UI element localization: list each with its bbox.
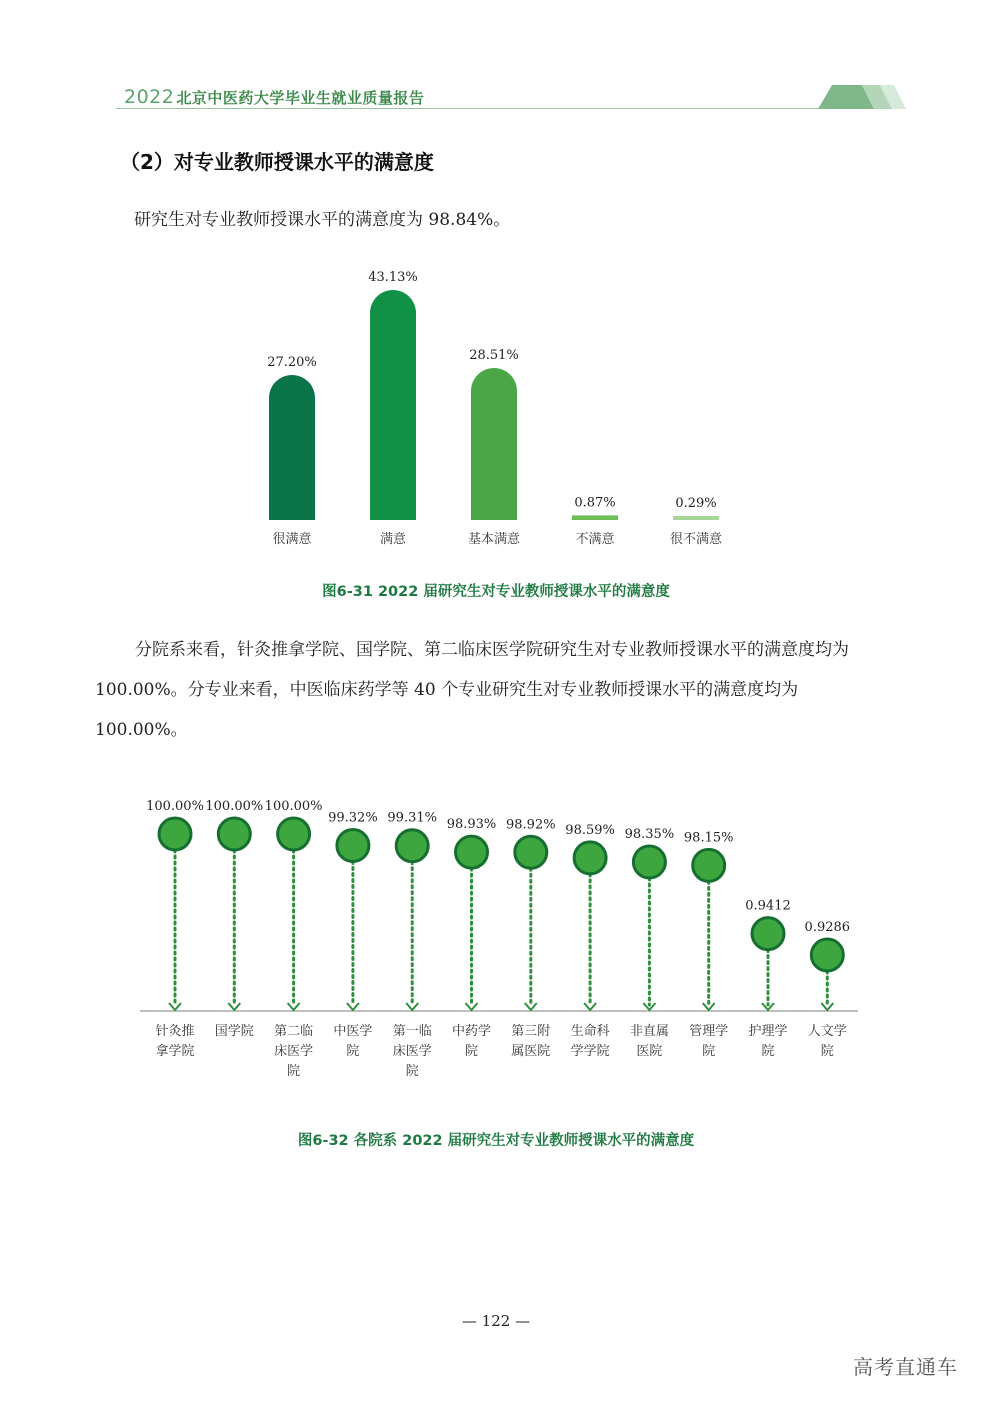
marker-value-label: 98.35% — [624, 826, 675, 842]
arrow-head — [169, 1003, 181, 1010]
arrow-head — [288, 1003, 300, 1010]
department-label-line: 院 — [761, 1044, 775, 1059]
department-label-line: 中药学 — [451, 1024, 492, 1039]
department-label-line: 属医院 — [511, 1044, 551, 1059]
arrow-head — [525, 1003, 537, 1010]
marker-circle — [337, 830, 369, 862]
marker-circle — [752, 918, 784, 950]
department-label — [689, 1024, 728, 1059]
department-label-line: 拿学院 — [155, 1044, 195, 1059]
department-label-line: 院 — [287, 1064, 301, 1079]
bar-value-label: 43.13% — [368, 270, 418, 285]
department-label — [452, 1023, 491, 1059]
report-header-title — [124, 86, 424, 108]
bar-value-label: 28.51% — [469, 347, 519, 363]
marker-value-label: 98.15% — [683, 830, 734, 846]
marker-circle — [633, 846, 665, 878]
department-label-line: 管理学 — [689, 1024, 729, 1039]
department-label-line: 院 — [405, 1064, 419, 1079]
figure-caption-6-32: 图6-32 各院系 2022 届研究生对专业教师授课水平的满意度 — [297, 1133, 695, 1149]
marker-circle — [278, 818, 310, 850]
marker-value-label: 99.31% — [387, 810, 437, 826]
department-label-line: 第二临 — [274, 1024, 314, 1039]
department-label-line: 第三附 — [511, 1024, 551, 1039]
bar-value-label: 0.29% — [675, 496, 717, 511]
bar-1 — [269, 375, 315, 520]
marker-value-label: 0.9286 — [804, 920, 851, 935]
department-label-line: 医院 — [636, 1044, 663, 1059]
department-label-line: 国学院 — [214, 1024, 254, 1039]
header-rule — [116, 108, 906, 109]
department-label — [155, 1023, 194, 1059]
department-label-line: 人文学 — [807, 1024, 847, 1039]
department-label-line: 中医学 — [333, 1024, 373, 1039]
report-year: 2022 — [124, 86, 175, 108]
marker-circle — [396, 830, 428, 862]
header-decoration — [818, 84, 910, 110]
arrow-head — [347, 1003, 359, 1010]
department-label-line: 院 — [702, 1044, 716, 1059]
arrow-head — [466, 1003, 478, 1010]
department-label — [748, 1023, 787, 1059]
marker-circle — [159, 818, 191, 850]
department-label-line: 床医学 — [392, 1044, 432, 1059]
intro-paragraph: 研究生对专业教师授课水平的满意度为 98.84%。 — [134, 210, 511, 230]
arrow-head — [228, 1003, 240, 1010]
section-title: （2）对专业教师授课水平的满意度 — [120, 150, 434, 174]
bar-value-label: 27.20% — [267, 354, 317, 370]
department-label — [393, 1023, 432, 1079]
department-label-line: 院 — [464, 1044, 479, 1059]
marker-circle — [515, 836, 547, 868]
bar-category-label: 很满意 — [272, 532, 312, 547]
satisfaction-bar-chart — [240, 270, 760, 560]
department-label-line: 学学院 — [570, 1044, 610, 1059]
marker-value-label: 98.93% — [446, 817, 497, 833]
marker-circle — [574, 842, 606, 874]
department-label-line: 护理学 — [748, 1024, 788, 1039]
department-label — [630, 1023, 669, 1059]
department-label — [511, 1024, 550, 1059]
bar-5 — [673, 516, 719, 520]
analysis-paragraph: 分院系来看，针灸推拿学院、国学院、第二临床医学院研究生对专业教师授课水平的满意度均为 100.00%。分专业来看，中医临床药学等 40 个专业研究生对专业教师授课水平的满意度均为 100.00%。 — [95, 640, 849, 740]
bar-category-label: 满意 — [379, 532, 407, 547]
arrow-head — [406, 1003, 418, 1010]
marker-value-label: 98.92% — [506, 817, 556, 833]
bar-2 — [370, 290, 416, 520]
department-label — [333, 1023, 372, 1059]
marker-value-label: 99.32% — [328, 810, 378, 826]
marker-value-label: 100.00% — [205, 799, 264, 814]
department-lollipop-chart — [130, 785, 870, 1090]
department-label-line: 生命科 — [570, 1024, 610, 1039]
department-label — [808, 1024, 847, 1059]
department-label-line: 非直属 — [629, 1024, 669, 1039]
marker-circle — [693, 849, 725, 881]
marker-circle — [218, 818, 250, 850]
department-label — [274, 1023, 313, 1079]
department-label-line: 床医学 — [274, 1044, 314, 1059]
marker-value-label: 0.9412 — [745, 898, 791, 914]
department-label-line: 院 — [820, 1044, 834, 1059]
marker-circle — [811, 939, 843, 971]
page-number: — 122 — — [461, 1312, 531, 1330]
watermark-text: 高考直通车 — [853, 1355, 958, 1379]
report-name: 北京中医药大学毕业生就业质量报告 — [176, 89, 425, 107]
department-label — [571, 1023, 610, 1059]
bar-value-label: 0.87% — [574, 495, 616, 511]
bar-category-label: 基本满意 — [467, 532, 521, 547]
bar-category-label: 很不满意 — [669, 532, 723, 547]
department-label-line: 院 — [346, 1044, 360, 1059]
bar-3 — [471, 368, 517, 520]
marker-value-label: 98.59% — [565, 822, 615, 838]
marker-value-label: 100.00% — [264, 799, 323, 814]
arrow-head — [584, 1003, 596, 1010]
department-label — [215, 1024, 254, 1039]
marker-value-label: 100.00% — [146, 799, 204, 814]
department-label-line: 针灸推 — [155, 1024, 195, 1039]
bar-4 — [572, 515, 618, 520]
marker-circle — [456, 836, 488, 868]
bar-category-label: 不满意 — [575, 532, 615, 547]
figure-caption-6-31: 图6-31 2022 届研究生对专业教师授课水平的满意度 — [322, 584, 670, 600]
department-label-line: 第一临 — [392, 1024, 432, 1039]
